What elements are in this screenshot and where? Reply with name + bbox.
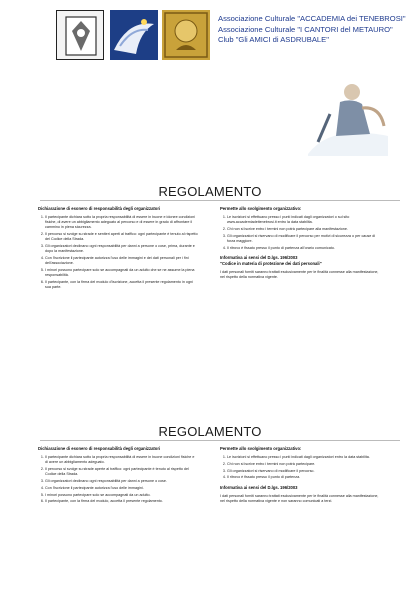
list-item: 4. Il ritrovo è fissato presso il punto di partenza.: [227, 475, 382, 480]
list-item: 3. Gli organizzatori si riservano di modificare il percorso per motivi di sicurezza o per cause di forza maggiore.: [227, 234, 382, 244]
liability-list: [38, 455, 198, 505]
privacy-paragraph: I dati personali forniti saranno trattati esclusivamente per le finalità connesse alla manifestazione, nel rispetto della normativa vigente e non saranno comunicati a terzi.: [220, 493, 379, 503]
list-item: 1. Il partecipante dichiara sotto la propria responsabilità di essere in buone condizioni fisiche e di avere un abbigliamento adeguato.: [45, 455, 198, 465]
association-names: [218, 14, 418, 46]
organization-column: [220, 206, 382, 282]
choir-logo: [110, 10, 158, 60]
list-item: 5. I minori possono partecipare solo se accompagnati da un adulto.: [45, 493, 198, 498]
club-emblem-logo: [162, 10, 210, 60]
divider: [40, 200, 400, 201]
list-item: 4. Con l'iscrizione il partecipante autorizza l'uso delle immagini e dei dati personali per i fini dell'associazione.: [45, 256, 198, 266]
list-item: 2. Chi non si iscrive entro i termini non potrà partecipare.: [227, 462, 382, 467]
list-item: 1. Le iscrizioni si effettuano presso i punti indicati dagli organizzatori o sul sito www.accademiadeitenebrosi.it entro la data stabilita.: [227, 215, 382, 225]
list-item: 1. Le iscrizioni si effettuano presso i punti indicati dagli organizzatori entro la data stabilita.: [227, 455, 382, 460]
liability-heading: Dichiarazione di esonero di responsabilità degli organizzatori: [38, 446, 161, 451]
list-item: 3. Gli organizzatori si riservano di modificare il percorso.: [227, 469, 382, 474]
divider: [40, 440, 400, 441]
organization-heading: Permette allo svolgimento organizzativo:: [220, 446, 302, 451]
regulation-title: REGOLAMENTO: [158, 184, 262, 199]
list-item: 5. I minori possono partecipare solo se accompagnati da un adulto che se ne assume la piena responsabilità.: [45, 268, 198, 278]
association-line-2: Associazione Culturale "I CANTORI del METAURO": [218, 24, 393, 34]
liability-heading: Dichiarazione di esonero di responsabilità degli organizzatori: [38, 206, 161, 211]
privacy-heading: Informativa ai sensi del D.lgs. 196/2003: [220, 255, 298, 260]
organization-heading: Permette allo svolgimento organizzativo:: [220, 206, 302, 211]
list-item: 4. Il ritrovo è fissato presso il punto di partenza all'orario comunicato.: [227, 246, 382, 251]
list-item: 4. Con l'iscrizione il partecipante autorizza l'uso delle immagini.: [45, 486, 198, 491]
organization-list: [220, 455, 382, 481]
privacy-heading: Informativa ai sensi del D.lgs. 196/2003: [220, 484, 298, 490]
walker-illustration: [300, 64, 396, 160]
privacy-paragraph: I dati personali forniti saranno trattati esclusivamente per le finalità connesse alla manifestazione, nel rispetto della normativa vigente.: [220, 270, 379, 280]
list-item: 6. Il partecipante, con la firma del modulo d'iscrizione, accetta il presente regolamento in ogni sua parte.: [45, 280, 198, 290]
organization-list: [220, 215, 382, 251]
list-item: 2. Chi non si iscrive entro i termini non potrà partecipare alla manifestazione.: [227, 227, 382, 232]
liability-list: [38, 215, 198, 291]
list-item: 6. Il partecipante, con la firma del modulo, accetta il presente regolamento.: [45, 499, 198, 504]
organization-column-repeat: [220, 446, 382, 506]
society-crest-logo: [56, 10, 104, 60]
association-line-1: Associazione Culturale "ACCADEMIA dei TENEBROSI": [218, 14, 406, 23]
list-item: 1. Il partecipante dichiara sotto la propria responsabilità di essere in buone e idonee condizioni fisiche, di avere un abbigliamento adeguato al percorso e di essere in grado di affrontare il cammino in piena sicurezza.: [45, 215, 198, 231]
privacy-subheading: "Codice in materia di protezione dei dati personali": [220, 261, 322, 266]
association-line-3: Club "Gli AMICI di ASDRUBALE": [218, 35, 329, 44]
liability-column: [38, 206, 198, 292]
list-item: 2. Il percorso si svolge su strade e sentieri aperti al traffico: ogni partecipante è tenuto al rispetto del Codice della Strada.: [45, 232, 198, 242]
list-item: 2. Il percorso si svolge su strade aperte al traffico: ogni partecipante è tenuto al rispetto del Codice della Strada.: [45, 467, 198, 477]
list-item: 3. Gli organizzatori declinano ogni responsabilità per danni a persone o cose.: [45, 479, 198, 484]
liability-column-repeat: [38, 446, 198, 506]
regulation-title-repeat: REGOLAMENTO: [158, 424, 262, 439]
list-item: 3. Gli organizzatori declinano ogni responsabilità per danni a persone o cose, prima, durante e dopo la manifestazione.: [45, 244, 198, 254]
